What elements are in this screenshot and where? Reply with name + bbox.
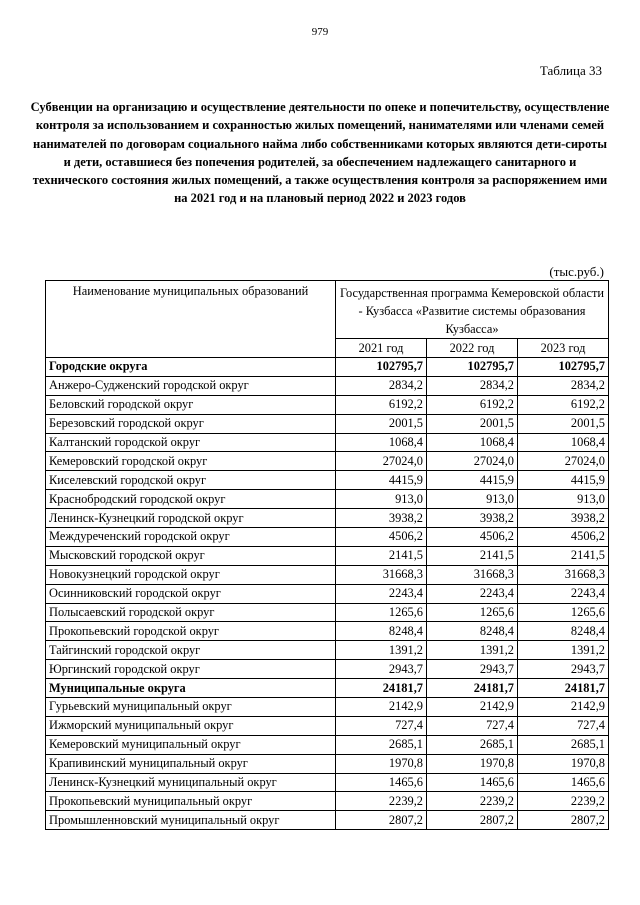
amount-2023: 1068,4 <box>518 433 609 452</box>
table-row <box>46 414 609 433</box>
amount-2023: 2243,4 <box>518 584 609 603</box>
amount-2022: 2239,2 <box>427 792 518 811</box>
amount-2023: 2239,2 <box>518 792 609 811</box>
year-2021-header: 2021 год <box>336 339 427 358</box>
table-row <box>46 452 609 471</box>
amount-2021: 1391,2 <box>336 641 427 660</box>
amount-2022: 2142,9 <box>427 698 518 717</box>
table-row <box>46 471 609 490</box>
municipality-name: Тайгинский городской округ <box>46 641 336 660</box>
table-header <box>46 281 609 358</box>
municipality-name: Ижморский муниципальный округ <box>46 716 336 735</box>
municipality-name: Киселевский городской округ <box>46 471 336 490</box>
table-row <box>46 811 609 830</box>
amount-2023: 2001,5 <box>518 414 609 433</box>
amount-2022: 2243,4 <box>427 584 518 603</box>
table-row <box>46 433 609 452</box>
table-row <box>46 395 609 414</box>
amount-2021: 6192,2 <box>336 395 427 414</box>
amount-2022: 24181,7 <box>427 679 518 698</box>
amount-2023: 24181,7 <box>518 679 609 698</box>
municipality-name: Юргинский городской округ <box>46 660 336 679</box>
municipality-name: Городские округа <box>46 358 336 377</box>
amount-2021: 727,4 <box>336 716 427 735</box>
amount-2022: 1391,2 <box>427 641 518 660</box>
year-2022-header: 2022 год <box>427 339 518 358</box>
amount-2023: 1465,6 <box>518 773 609 792</box>
amount-2023: 4415,9 <box>518 471 609 490</box>
municipality-name: Кемеровский муниципальный округ <box>46 735 336 754</box>
amount-2021: 24181,7 <box>336 679 427 698</box>
amount-2021: 4506,2 <box>336 528 427 547</box>
amount-2022: 2834,2 <box>427 376 518 395</box>
amount-2021: 1068,4 <box>336 433 427 452</box>
table-row <box>46 792 609 811</box>
table-row <box>46 660 609 679</box>
amount-2021: 913,0 <box>336 490 427 509</box>
group-row <box>46 679 609 698</box>
amount-2022: 2807,2 <box>427 811 518 830</box>
amount-2022: 31668,3 <box>427 565 518 584</box>
table-row <box>46 584 609 603</box>
amount-2023: 2807,2 <box>518 811 609 830</box>
municipality-name: Кемеровский городской округ <box>46 452 336 471</box>
amount-2021: 2807,2 <box>336 811 427 830</box>
amount-2021: 2243,4 <box>336 584 427 603</box>
municipality-name: Полысаевский городской округ <box>46 603 336 622</box>
table-row <box>46 735 609 754</box>
amount-2023: 1391,2 <box>518 641 609 660</box>
table-row <box>46 528 609 547</box>
amount-2021: 2834,2 <box>336 376 427 395</box>
municipality-name: Крапивинский муниципальный округ <box>46 754 336 773</box>
amount-2022: 1265,6 <box>427 603 518 622</box>
amount-2023: 913,0 <box>518 490 609 509</box>
amount-2023: 8248,4 <box>518 622 609 641</box>
amount-2021: 2142,9 <box>336 698 427 717</box>
municipality-name: Промышленновский муниципальный округ <box>46 811 336 830</box>
amount-2022: 102795,7 <box>427 358 518 377</box>
municipality-name: Гурьевский муниципальный округ <box>46 698 336 717</box>
table-body <box>46 358 609 830</box>
amount-2021: 1265,6 <box>336 603 427 622</box>
amount-2023: 1970,8 <box>518 754 609 773</box>
group-row <box>46 358 609 377</box>
amount-2023: 727,4 <box>518 716 609 735</box>
amount-2023: 3938,2 <box>518 509 609 528</box>
page-number: 979 <box>311 26 329 38</box>
amount-2021: 1465,6 <box>336 773 427 792</box>
table-title: Субвенции на организацию и осуществление деятельности по опеке и попечительству, осуществление контроля за использованием и сохранностью жилых помещений, нанимателями или членами семей нанимателей по договорам социального найма либо собственниками которых являются дети-сироты и дети, оставшиеся без попечения родителей, за обеспечением надлежащего санитарного и технического состояния жилых помещений, а также осуществления контроля за распоряжением ими на 2021 год и на плановый период 2022 и 2023 годов <box>30 100 610 206</box>
municipality-name: Новокузнецкий городской округ <box>46 565 336 584</box>
amount-2022: 4415,9 <box>427 471 518 490</box>
table-row <box>46 622 609 641</box>
subsidy-table <box>45 280 609 830</box>
amount-2022: 2943,7 <box>427 660 518 679</box>
municipality-name: Прокопьевский городской округ <box>46 622 336 641</box>
amount-2021: 27024,0 <box>336 452 427 471</box>
amount-2023: 2834,2 <box>518 376 609 395</box>
year-2023-header: 2023 год <box>518 339 609 358</box>
amount-2022: 727,4 <box>427 716 518 735</box>
table-row <box>46 603 609 622</box>
municipality-name: Мысковский городской округ <box>46 546 336 565</box>
amount-2021: 31668,3 <box>336 565 427 584</box>
amount-2021: 2943,7 <box>336 660 427 679</box>
amount-2023: 31668,3 <box>518 565 609 584</box>
municipality-name: Муниципальные округа <box>46 679 336 698</box>
table-row <box>46 773 609 792</box>
program-column-header: Государственная программа Кемеровской области - Кузбасса «Развитие системы образования Кузбасса» <box>336 281 609 339</box>
amount-2021: 1970,8 <box>336 754 427 773</box>
amount-2022: 4506,2 <box>427 528 518 547</box>
municipality-name: Междуреченский городской округ <box>46 528 336 547</box>
table-row <box>46 641 609 660</box>
amount-2021: 2141,5 <box>336 546 427 565</box>
amount-2023: 102795,7 <box>518 358 609 377</box>
amount-2021: 3938,2 <box>336 509 427 528</box>
municipality-column-header: Наименование муниципальных образований <box>46 281 336 358</box>
table-row <box>46 565 609 584</box>
amount-2021: 2001,5 <box>336 414 427 433</box>
table-row <box>46 698 609 717</box>
amount-2021: 4415,9 <box>336 471 427 490</box>
amount-2022: 6192,2 <box>427 395 518 414</box>
table-row <box>46 376 609 395</box>
municipality-name: Осинниковский городской округ <box>46 584 336 603</box>
units-label: (тыс.руб.) <box>549 264 604 279</box>
amount-2021: 8248,4 <box>336 622 427 641</box>
municipality-name: Анжеро-Судженский городской округ <box>46 376 336 395</box>
amount-2021: 2685,1 <box>336 735 427 754</box>
amount-2022: 1970,8 <box>427 754 518 773</box>
table-row <box>46 546 609 565</box>
amount-2023: 2943,7 <box>518 660 609 679</box>
municipality-name: Калтанский городской округ <box>46 433 336 452</box>
municipality-name: Краснобродский городской округ <box>46 490 336 509</box>
amount-2022: 27024,0 <box>427 452 518 471</box>
amount-2021: 2239,2 <box>336 792 427 811</box>
amount-2022: 8248,4 <box>427 622 518 641</box>
municipality-name: Березовский городской округ <box>46 414 336 433</box>
amount-2022: 2001,5 <box>427 414 518 433</box>
amount-2023: 2142,9 <box>518 698 609 717</box>
amount-2022: 1068,4 <box>427 433 518 452</box>
amount-2022: 2141,5 <box>427 546 518 565</box>
table-row <box>46 716 609 735</box>
amount-2022: 1465,6 <box>427 773 518 792</box>
municipality-name: Беловский городской округ <box>46 395 336 414</box>
amount-2022: 3938,2 <box>427 509 518 528</box>
amount-2023: 2685,1 <box>518 735 609 754</box>
amount-2023: 27024,0 <box>518 452 609 471</box>
amount-2021: 102795,7 <box>336 358 427 377</box>
table-row <box>46 754 609 773</box>
amount-2023: 1265,6 <box>518 603 609 622</box>
amount-2022: 913,0 <box>427 490 518 509</box>
municipality-name: Прокопьевский муниципальный округ <box>46 792 336 811</box>
municipality-name: Ленинск-Кузнецкий муниципальный округ <box>46 773 336 792</box>
table-label: Таблица 33 <box>539 63 602 78</box>
municipality-name: Ленинск-Кузнецкий городской округ <box>46 509 336 528</box>
amount-2023: 4506,2 <box>518 528 609 547</box>
amount-2023: 6192,2 <box>518 395 609 414</box>
amount-2023: 2141,5 <box>518 546 609 565</box>
table-row <box>46 490 609 509</box>
table-row <box>46 509 609 528</box>
amount-2022: 2685,1 <box>427 735 518 754</box>
